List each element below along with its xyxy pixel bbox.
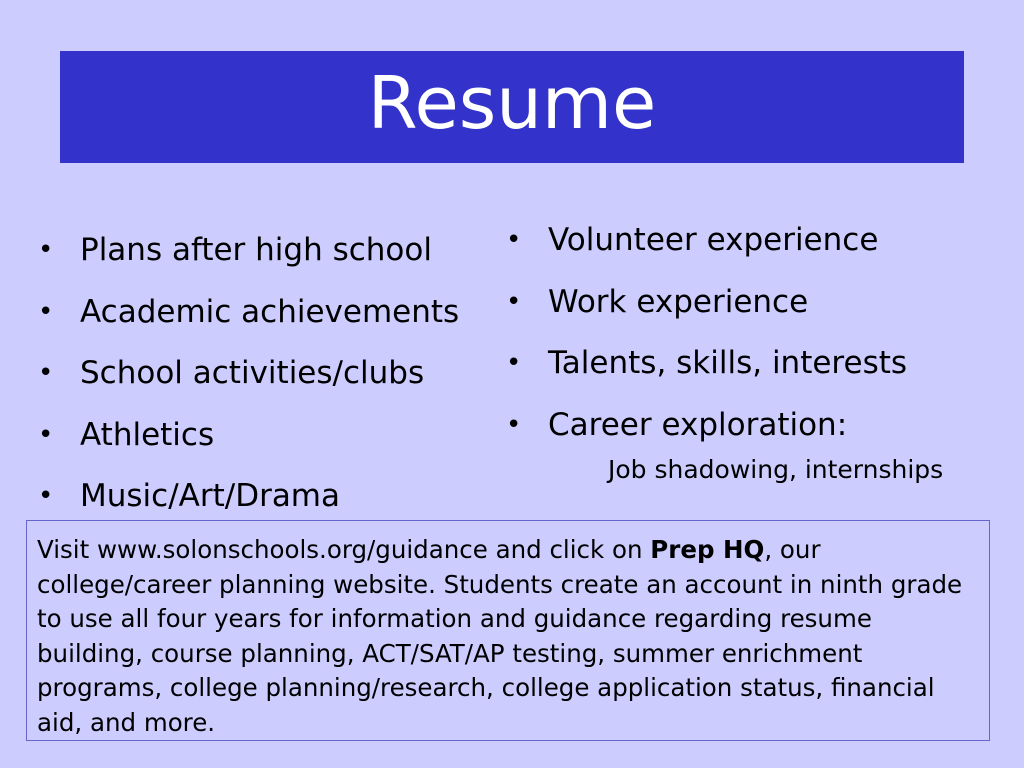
info-box [26,520,990,741]
list-item [38,220,459,282]
bullet-icon: • [38,419,54,450]
bullet-text: Career exploration: [548,406,848,443]
list-item [506,272,907,334]
bullet-icon: • [38,358,54,388]
info-body-text: , our college/career planning website. Students create an account in ninth grade to use all four years for information and guidance regarding resume building, course planning, ACT/SAT/AP testing, summer enrichment programs, college planning/research, college application status, financial aid, and more. [37,535,963,737]
bullet-icon: • [506,286,522,317]
bullet-text: Work experience [548,283,809,320]
list-item [38,405,459,467]
list-item [506,395,907,457]
bullet-icon: • [506,409,522,440]
list-item [38,343,459,405]
title-bar [60,51,964,163]
list-item [506,333,907,395]
bullet-icon: • [38,235,54,265]
prep-hq-highlight: Prep HQ [650,535,765,564]
list-item [38,282,459,344]
bullet-icon: • [506,225,522,255]
list-item [38,466,459,528]
bullet-icon: • [38,481,54,511]
bullet-icon: • [38,296,54,327]
career-exploration-subitem: Job shadowing, internships [608,455,944,484]
slide-title: Resume [367,61,657,145]
bullet-text: Volunteer experience [548,222,879,258]
bullet-text: Music/Art/Drama [80,478,341,514]
left-bullet-list [38,220,459,528]
bullet-text: Academic achievements [80,293,460,330]
bullet-text: School activities/clubs [80,355,425,391]
list-item [506,210,907,272]
bullet-text: Plans after high school [80,232,432,268]
bullet-text: Athletics [80,416,215,453]
right-bullet-list [506,210,907,456]
bullet-text: Talents, skills, interests [548,345,908,381]
info-intro-text: Visit www.solonschools.org/guidance and click on [37,535,651,564]
bullet-icon: • [506,348,522,378]
